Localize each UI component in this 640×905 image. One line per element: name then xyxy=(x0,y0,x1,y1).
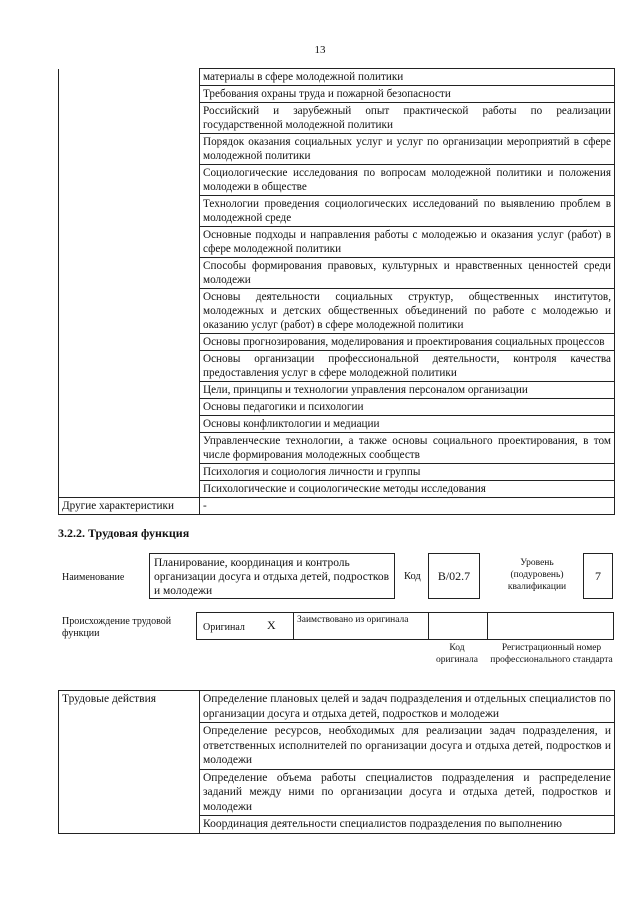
level-label: Уровень (подуровень) квалификации xyxy=(507,558,567,592)
table-row xyxy=(59,69,615,86)
labor-action-item: Определение ресурсов, необходимых для реализации задач подразделения, и ответственных исполнителей по организации досуга и отдыха детей, подростков и молодежи xyxy=(200,723,615,770)
labor-actions-body xyxy=(59,691,615,834)
knowledge-item: Порядок оказания социальных услуг и услуг по организации мероприятий в сфере молодежной политики xyxy=(200,134,615,165)
code-original-caption: Код оригинала xyxy=(436,643,478,665)
labor-actions-table xyxy=(58,690,615,834)
labor-action-item: Определение плановых целей и задач подразделения и отдельных специалистов по организации досуга и отдыха детей, подростков и молодежи xyxy=(200,691,615,723)
knowledge-item: Технологии проведения социологических исследований по выявлению проблем в молодежной среде xyxy=(200,196,615,227)
name-label: Наименование xyxy=(62,572,125,583)
knowledge-item: Психология и социология личности и группы xyxy=(200,464,615,481)
knowledge-item: Социологические исследования по вопросам молодежной политики и положения молодежи в обществе xyxy=(200,165,615,196)
code-box: B/02.7 xyxy=(428,553,480,599)
section-title: 3.2.2. Трудовая функция xyxy=(58,526,190,540)
page-number: 13 xyxy=(314,44,326,56)
knowledge-item: Способы формирования правовых, культурных и нравственных ценностей среди молодежи xyxy=(200,258,615,289)
code-original-cell xyxy=(429,613,488,639)
origin-label: Происхождение трудовой функции xyxy=(62,616,172,639)
knowledge-table xyxy=(58,68,615,515)
borrowed-cell xyxy=(293,613,429,639)
knowledge-item: Цели, принципы и технологии управления персоналом организации xyxy=(200,382,615,399)
knowledge-table-body xyxy=(59,69,615,515)
other-characteristics-value: - xyxy=(200,498,615,515)
code-label: Код xyxy=(404,571,421,582)
labor-actions-label: Трудовые действия xyxy=(59,691,200,834)
reg-number-caption: Регистрационный номер профессионального стандарта xyxy=(490,643,613,665)
knowledge-item: Управленческие технологии, а также основы социального проектирования, в том числе формирования молодежных сообществ xyxy=(200,433,615,464)
knowledge-item: материалы в сфере молодежной политики xyxy=(200,69,615,86)
knowledge-item: Основы педагогики и психологии xyxy=(200,399,615,416)
knowledge-item: Основы конфликтологии и медиации xyxy=(200,416,615,433)
knowledge-item: Основы деятельности социальных структур, общественных институтов, молодежных и детских общественных объединений по работе с молодежью и оказанию услуг (работ) в сфере молодежной политики xyxy=(200,289,615,334)
function-name-box: Планирование, координация и контроль организации досуга и отдыха детей, подростков и молодежи xyxy=(149,553,395,599)
knowledge-item: Основы прогнозирования, моделирования и проектирования социальных процессов xyxy=(200,334,615,351)
origin-row xyxy=(196,612,614,640)
knowledge-item: Основы организации профессиональной деятельности, контроля качества предоставления услуг в сфере молодежной политики xyxy=(200,351,615,382)
other-characteristics-label: Другие характеристики xyxy=(59,498,200,515)
knowledge-item: Требования охраны труда и пожарной безопасности xyxy=(200,86,615,103)
level-box: 7 xyxy=(583,553,613,599)
other-characteristics-row xyxy=(59,498,615,515)
original-label: Оригинал xyxy=(203,622,245,633)
original-cell xyxy=(197,613,294,639)
knowledge-left-cell xyxy=(59,69,200,498)
labor-action-item: Определение объема работы специалистов подразделения и распределение заданий между ними по организации досуга и отдыха детей, подростков и молодежи xyxy=(200,769,615,816)
labor-action-item: Координация деятельности специалистов подразделения по выполнению xyxy=(200,816,615,834)
knowledge-item: Психологические и социологические методы исследования xyxy=(200,481,615,498)
knowledge-item: Российский и зарубежный опыт практической работы по реализации государственной молодежной политики xyxy=(200,103,615,134)
original-mark: X xyxy=(267,618,276,632)
table-row xyxy=(59,691,615,723)
borrowed-label: Заимствовано из оригинала xyxy=(297,615,409,625)
reg-number-cell xyxy=(488,613,613,639)
knowledge-item: Основные подходы и направления работы с молодежью и оказания услуг (работ) в сфере молодежной политики xyxy=(200,227,615,258)
